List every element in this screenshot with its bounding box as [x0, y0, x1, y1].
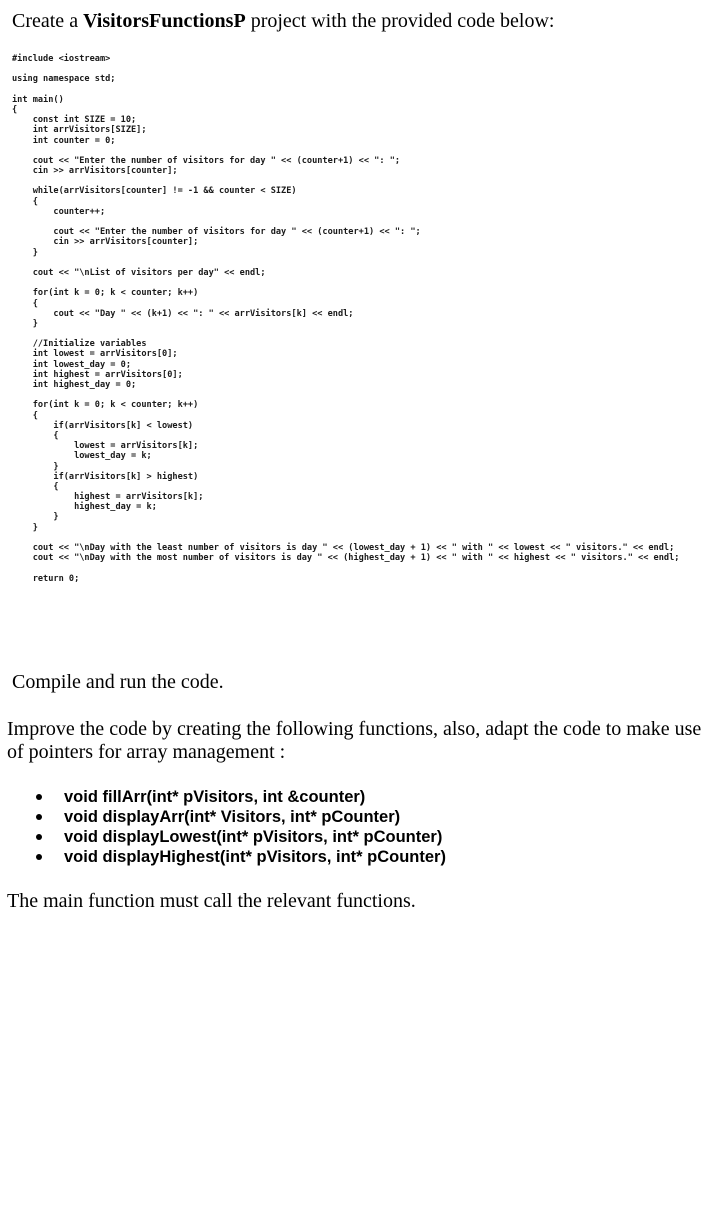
code-line — [12, 176, 712, 186]
function-list — [36, 787, 446, 867]
code-line: } — [12, 461, 59, 472]
function-signature: void displayArr(int* Visitors, int* pCounter) — [64, 808, 401, 826]
code-line — [12, 217, 712, 227]
code-line — [12, 258, 712, 268]
code-line: } — [12, 247, 38, 258]
code-line: int highest = arrVisitors[0]; — [12, 369, 183, 380]
code-line: } — [12, 522, 38, 533]
code-block — [12, 54, 712, 584]
code-line: while(arrVisitors[counter] != -1 && counter < SIZE) — [12, 186, 297, 197]
code-line: using namespace std; — [12, 74, 116, 85]
code-line: lowest_day = k; — [12, 451, 152, 462]
code-line: { — [12, 481, 59, 492]
code-line: cout << "Day " << (k+1) << ": " << arrVisitors[k] << endl; — [12, 308, 354, 319]
code-line: int counter = 0; — [12, 135, 116, 146]
bullet-icon — [36, 814, 42, 820]
code-line: if(arrVisitors[k] > highest) — [12, 471, 199, 482]
code-line: int lowest_day = 0; — [12, 359, 131, 370]
code-line: if(arrVisitors[k] < lowest) — [12, 420, 194, 431]
compile-instruction: Compile and run the code. — [12, 671, 224, 693]
function-item — [36, 827, 446, 847]
code-line: } — [12, 318, 38, 329]
code-line — [12, 278, 712, 288]
title-suffix: project with the provided code below: — [245, 10, 555, 32]
code-line: int main() — [12, 94, 64, 105]
code-line: return 0; — [12, 573, 80, 584]
code-line: highest_day = k; — [12, 502, 157, 513]
bullet-icon — [36, 854, 42, 860]
code-line — [12, 329, 712, 339]
code-line — [12, 64, 712, 74]
function-signature: void displayLowest(int* pVisitors, int* pCounter) — [64, 828, 443, 846]
page-title — [12, 10, 555, 33]
code-line: int lowest = arrVisitors[0]; — [12, 349, 178, 360]
code-line: { — [12, 298, 38, 309]
code-line: //Initialize variables — [12, 339, 147, 350]
code-line: { — [12, 410, 38, 421]
code-line: cout << "Enter the number of visitors for day " << (counter+1) << ": "; — [12, 155, 401, 166]
bullet-icon — [36, 794, 42, 800]
code-line: { — [12, 104, 18, 115]
function-signature: void displayHighest(int* pVisitors, int* pCounter) — [64, 848, 446, 866]
code-line: cout << "\nDay with the most number of visitors is day " << (highest_day + 1) << " with " << highest << " visitors." << endl; — [12, 553, 680, 564]
code-line — [12, 390, 712, 400]
code-line: cout << "Enter the number of visitors for day " << (counter+1) << ": "; — [12, 227, 421, 238]
project-name: VisitorsFunctionsP — [83, 10, 246, 32]
bullet-icon — [36, 834, 42, 840]
code-line: { — [12, 430, 59, 441]
function-item — [36, 847, 446, 867]
code-line — [12, 85, 712, 95]
code-line: } — [12, 512, 59, 523]
code-line: for(int k = 0; k < counter; k++) — [12, 400, 199, 411]
function-signature: void fillArr(int* pVisitors, int &counter) — [64, 788, 366, 806]
code-line: cin >> arrVisitors[counter]; — [12, 166, 178, 177]
code-line: const int SIZE = 10; — [12, 115, 137, 126]
code-line: cin >> arrVisitors[counter]; — [12, 237, 199, 248]
function-item — [36, 787, 446, 807]
improve-instruction: Improve the code by creating the following functions, also, adapt the code to make use of pointers for array management : — [7, 718, 702, 763]
code-line: #include <iostream> — [12, 54, 111, 64]
code-line: cout << "\nDay with the least number of visitors is day " << (lowest_day + 1) << " with " << lowest << " visitors." << endl; — [12, 543, 675, 553]
code-line: { — [12, 196, 38, 207]
code-line: counter++; — [12, 206, 106, 217]
code-line — [12, 563, 712, 573]
code-line: for(int k = 0; k < counter; k++) — [12, 288, 199, 299]
code-line: highest = arrVisitors[k]; — [12, 492, 204, 503]
code-line — [12, 533, 712, 543]
code-line: lowest = arrVisitors[k]; — [12, 441, 199, 452]
title-prefix: Create a — [12, 10, 84, 32]
function-item — [36, 807, 446, 827]
code-line: int arrVisitors[SIZE]; — [12, 125, 147, 136]
main-instruction: The main function must call the relevant functions. — [7, 890, 416, 912]
code-line: cout << "\nList of visitors per day" << endl; — [12, 267, 266, 278]
code-line — [12, 146, 712, 156]
code-line: int highest_day = 0; — [12, 380, 137, 390]
